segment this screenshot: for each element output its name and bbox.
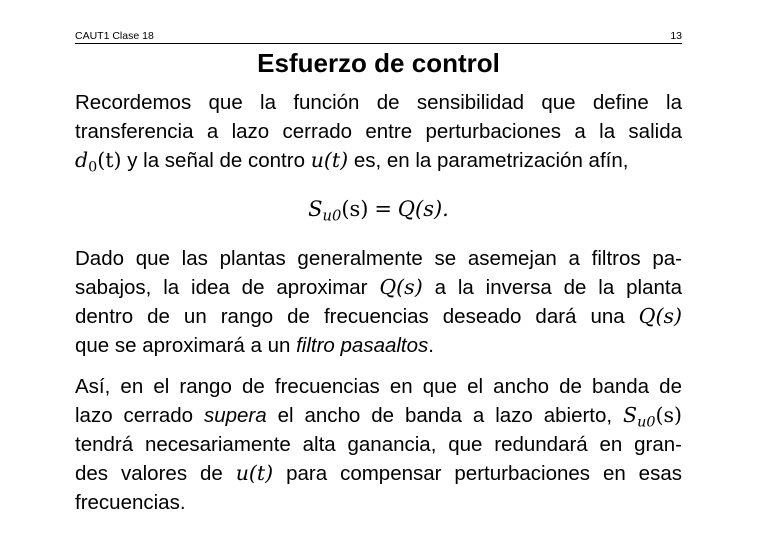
course-label: CAUT1 Clase 18	[75, 30, 154, 42]
header-divider	[75, 43, 682, 44]
paragraph-1	[75, 88, 682, 175]
p2-line-4: que se aproximará a un filtro pasaaltos.	[75, 334, 434, 357]
p2-line-3: dentro de un rango de frecuencias deseado dará una Q(s)	[75, 304, 682, 328]
math-Qs: Q(s)	[379, 275, 423, 299]
p1-line-3: $d_0(t)$ y la señal de contro u(t) es, en la parametrización afín,	[75, 148, 629, 176]
slide-title: Esfuerzo de control	[257, 48, 500, 78]
page-number: 13	[670, 30, 682, 42]
equation-sensitivity: $S_{u0}(s) = Q(s)$.	[308, 197, 449, 225]
p1-line-2: transferencia a lazo cerrado entre perturbaciones a la salida	[75, 120, 682, 143]
p1-line-1: Recordemos que la función de sensibilidad que define la	[75, 91, 682, 114]
p3-line-4: des valores de u(t) para compensar perturbaciones en esas	[75, 461, 682, 485]
p3-line-5: frecuencias.	[75, 491, 186, 514]
p2-line-2: sabajos, la idea de aproximar Q(s) a la inversa de la planta	[75, 275, 682, 299]
p3-line-1: Así, en el rango de frecuencias en que el ancho de banda de	[75, 375, 682, 398]
math-d0t: $d_0(t)$	[75, 148, 122, 176]
paragraph-2	[75, 244, 682, 360]
p2-line-1: Dado que las plantas generalmente se asemejan a filtros pa-	[75, 247, 682, 270]
p3-line-2: lazo cerrado supera el ancho de banda a lazo abierto, $S_{u0}(s)$	[75, 403, 682, 431]
p3-line-3: tendrá necesariamente alta ganancia, que redundará en gran-	[75, 433, 682, 456]
math-ut: u(t)	[235, 461, 274, 485]
paragraph-3	[75, 372, 682, 517]
math-Su0s: $S_{u0}(s)$	[623, 403, 682, 431]
math-ut: u(t)	[310, 148, 349, 172]
emphasis-supera: supera	[203, 404, 267, 427]
emphasis-filtro-pasaaltos: filtro pasaaltos	[296, 334, 429, 357]
math-Qs: Q(s)	[638, 304, 682, 328]
